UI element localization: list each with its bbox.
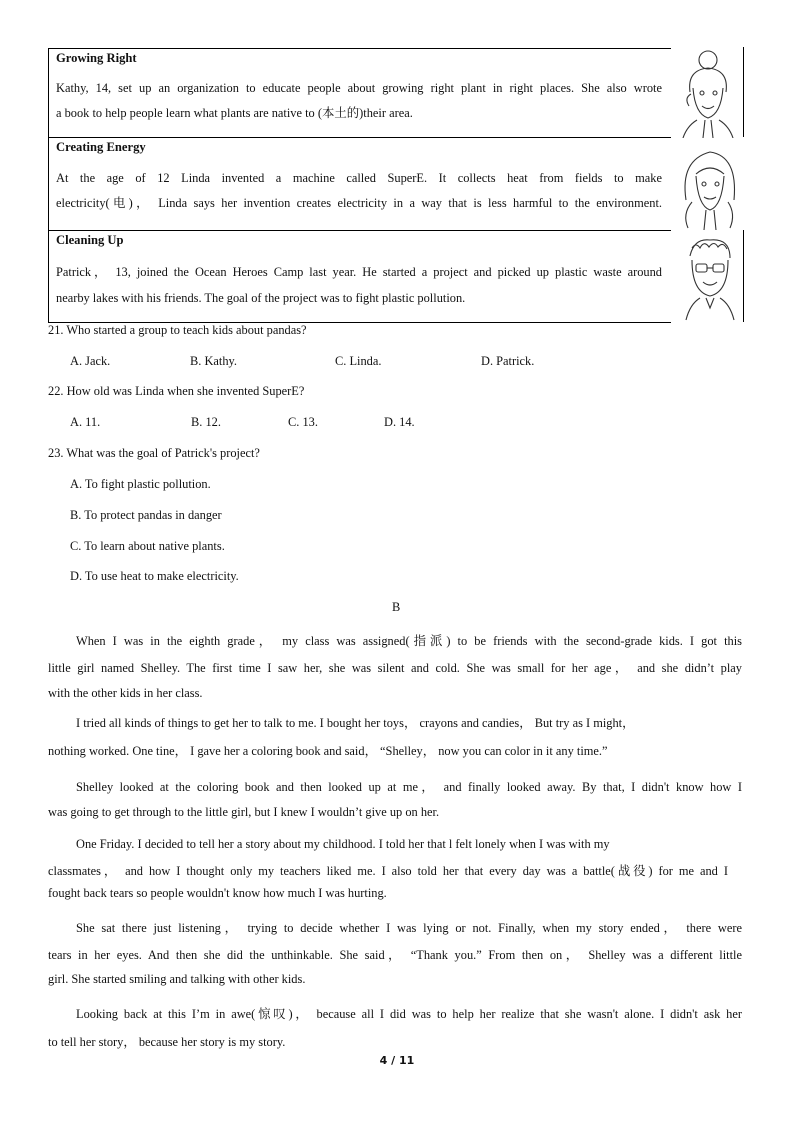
- option-b: B. To protect pandas in danger: [70, 508, 222, 522]
- page-number: 4 / 11: [379, 1054, 415, 1067]
- box-line: At the age of 12 Linda invented a machine called SuperE. It collects heat from fields to make: [56, 171, 662, 185]
- option-b: B. 12.: [191, 415, 221, 429]
- option-d: D. Patrick.: [481, 354, 535, 368]
- passage-line: Looking back at this I’m in awe(惊叹)， because all I did was to help her realize that she wasn't alone. I didn't ask her: [76, 1007, 742, 1021]
- passage-line: nothing worked. One tine， I gave her a coloring book and said， “Shelley， now you can color in it any time.”: [48, 744, 608, 758]
- passage-line: She sat there just listening， trying to decide whether I was lying or not. Finally, when my story ended， there were: [76, 921, 742, 935]
- option-c: C. Linda.: [335, 354, 382, 368]
- box-title: Creating Energy: [56, 140, 146, 154]
- kathy-portrait-image: [675, 48, 741, 138]
- passage-line: little girl named Shelley. The first time I saw her, she was silent and cold. She was small for her age， and she didn’t play: [48, 661, 742, 675]
- passage-line: girl. She started smiling and talking with other kids.: [48, 972, 306, 986]
- passage-line: I tried all kinds of things to get her to talk to me. I bought her toys， crayons and candies， But try as I might，: [76, 716, 635, 730]
- section-label: B: [392, 600, 401, 614]
- option-d: D. 14.: [384, 415, 415, 429]
- question-23: 23. What was the goal of Patrick's project?: [48, 446, 260, 460]
- option-b: B. Kathy.: [190, 354, 238, 368]
- option-a: A. Jack.: [70, 354, 111, 368]
- box-right-border: [743, 47, 744, 137]
- box-title: Cleaning Up: [56, 233, 124, 247]
- passage-line: tears in her eyes. And then she did the unthinkable. She said， “Thank you.” From then on， Shelley was a different little: [48, 948, 742, 962]
- box-line: Kathy, 14, set up an organization to educate people about growing right plant in right places. She also wrote: [56, 81, 662, 95]
- question-22: 22. How old was Linda when she invented SuperE?: [48, 384, 305, 398]
- passage-line: One Friday. I decided to tell her a story about my childhood. I told her that l felt lonely when I was with my: [76, 837, 610, 851]
- option-a: A. 11.: [70, 415, 101, 429]
- reading-box-creating-energy: [48, 137, 671, 231]
- question-21: 21. Who started a group to teach kids about pandas?: [48, 323, 307, 337]
- passage-line: was going to get through to the little girl, but I knew I wouldn’t give up on her.: [48, 805, 440, 819]
- option-c: C. To learn about native plants.: [70, 539, 225, 553]
- option-c: C. 13.: [288, 415, 318, 429]
- passage-line: When I was in the eighth grade， my class was assigned(指派) to be friends with the second-grade kids. I got this: [76, 634, 742, 648]
- passage-line: Shelley looked at the coloring book and then looked up at me， and finally looked away. By that, I didn't know how I: [76, 780, 742, 794]
- passage-line: with the other kids in her class.: [48, 686, 203, 700]
- passage-line: to tell her story， because her story is my story.: [48, 1035, 286, 1049]
- box-line: nearby lakes with his friends. The goal of the project was to fight plastic pollution.: [56, 291, 466, 305]
- box-line: electricity(电)， Linda says her invention creates electricity in a way that is less harmful to the environment.: [56, 196, 662, 210]
- box-right-border: [743, 230, 744, 322]
- passage-line: classmates， and how I thought only my teachers liked me. I also told her that every day was a battle(战役) for me and I: [48, 864, 728, 878]
- option-a: A. To fight plastic pollution.: [70, 477, 211, 491]
- box-line: a book to help people learn what plants are native to (本土的)their area.: [56, 106, 413, 120]
- reading-box-cleaning-up: [48, 230, 671, 323]
- option-d: D. To use heat to make electricity.: [70, 569, 239, 583]
- patrick-portrait-image: [676, 232, 742, 322]
- box-line: Patrick， 13, joined the Ocean Heroes Camp last year. He started a project and picked up plastic waste around: [56, 265, 662, 279]
- linda-portrait-image: [676, 140, 742, 232]
- reading-box-growing-right: [48, 48, 671, 138]
- box-title: Growing Right: [56, 51, 137, 65]
- passage-line: fought back tears so people wouldn't know how much I was hurting.: [48, 886, 387, 900]
